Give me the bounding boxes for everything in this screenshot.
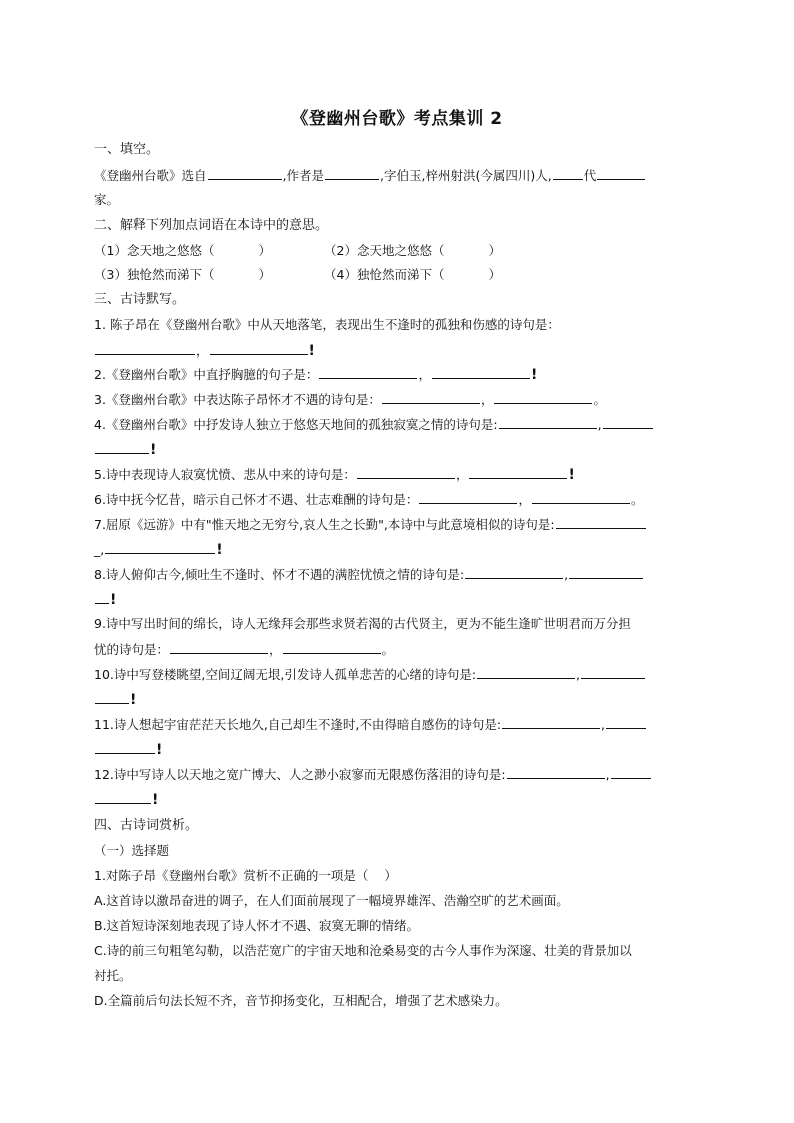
mc-option-b[interactable]: B.这首短诗深刻地表现了诗人怀才不遇、寂寞无聊的情绪。 [94, 918, 420, 933]
comma: ， [480, 392, 494, 407]
recite-q5-text: 5.诗中表现诗人寂寞忧愤、悲从中来的诗句是： [94, 467, 356, 482]
recite-q11-text: 11.诗人想起宇宙茫茫天长地久,自己却生不逢时,不由得暗自感伤的诗句是: [94, 717, 502, 732]
recite-q2-text: 2.《登幽州台歌》中直抒胸臆的句子是： [94, 367, 319, 382]
comma: , [100, 542, 105, 557]
close-paren: ） [258, 267, 271, 282]
underscore: _ [94, 542, 101, 557]
fill-question-cont: 家。 [94, 192, 120, 207]
close-paren: ） [258, 243, 271, 258]
exclamation: ! [308, 343, 315, 359]
answer-blank[interactable] [432, 366, 530, 379]
answer-blank[interactable] [532, 491, 630, 504]
recite-q10-cont [94, 691, 704, 708]
answer-blank[interactable] [382, 391, 480, 404]
recite-q11 [94, 716, 704, 733]
fill-question [94, 167, 704, 184]
mc-option-c-cont: 衬托。 [94, 968, 132, 983]
exclamation: ! [152, 792, 159, 808]
mc-question: 1.对陈子昂《登幽州台歌》赏析不正确的一项是（ ） [94, 868, 397, 883]
explain-item-4 [324, 267, 501, 282]
subsection-heading: （一）选择题 [94, 843, 170, 858]
answer-blank[interactable] [95, 342, 195, 355]
answer-blank[interactable] [569, 566, 643, 579]
answer-blank[interactable] [210, 342, 308, 355]
answer-blank[interactable] [208, 167, 282, 180]
explain-row-1 [94, 243, 704, 259]
comma: ， [418, 367, 431, 382]
recite-q7-cont [94, 541, 704, 558]
answer-blank[interactable] [170, 641, 268, 654]
answer-blank[interactable] [469, 466, 567, 479]
recite-q8 [94, 566, 704, 583]
recite-q7 [94, 516, 704, 533]
recite-q8-text: 8.诗人俯仰古今,倾吐生不逢时、怀才不遇的满腔忧愤之情的诗句是: [94, 567, 465, 582]
recite-q4-cont [94, 441, 704, 458]
explain-row-2 [94, 267, 704, 283]
exclamation: ! [216, 542, 223, 558]
answer-blank[interactable] [95, 691, 129, 704]
answer-blank[interactable] [95, 441, 149, 454]
recite-q9-text: 忧的诗句是： [94, 642, 170, 657]
explain-item-3 [94, 267, 324, 283]
answer-blank[interactable] [603, 416, 653, 429]
explain-q4: （4）独怆然而涕下（ [324, 267, 445, 282]
answer-blank[interactable] [606, 716, 646, 729]
answer-blank[interactable] [507, 766, 605, 779]
answer-blank[interactable] [556, 516, 646, 529]
exclamation: ! [568, 467, 575, 483]
recite-q12-text: 12.诗中写诗人以天地之宽广博大、人之渺小寂寥而无限感伤落泪的诗句是: [94, 767, 506, 782]
exclamation: ! [530, 367, 538, 383]
comma: ， [518, 492, 531, 507]
answer-blank[interactable] [419, 491, 517, 504]
fill-text-d: 代 [583, 168, 597, 183]
fill-text-c: ,字伯玉,梓州射洪(今属四川)人, [380, 168, 552, 183]
answer-blank[interactable] [105, 541, 215, 554]
answer-blank[interactable] [477, 666, 575, 679]
mc-option-a[interactable]: A.这首诗以激昂奋进的调子，在人们面前展现了一幅境界雄浑、浩瀚空旷的艺术画面。 [94, 893, 569, 908]
recite-q11-cont [94, 741, 704, 758]
recite-q6-text: 6.诗中抚今忆昔，暗示自己怀才不遇、壮志难酬的诗句是： [94, 492, 419, 507]
period: 。 [593, 392, 606, 407]
explain-q1: （1）念天地之悠悠（ [94, 243, 215, 258]
period: 。 [381, 642, 395, 657]
answer-blank[interactable] [581, 666, 645, 679]
answer-blank[interactable] [283, 641, 381, 654]
recite-q10 [94, 666, 704, 683]
close-paren: ） [488, 243, 501, 258]
comma: , [597, 417, 602, 432]
answer-blank[interactable] [553, 167, 583, 180]
comma: ， [196, 343, 209, 358]
comma: , [605, 767, 610, 782]
answer-blank[interactable] [499, 416, 597, 429]
mc-option-d[interactable]: D.全篇前后句法长短不齐，音节抑扬变化，互相配合，增强了艺术感染力。 [94, 993, 508, 1008]
explain-q3: （3）独怆然而涕下（ [94, 267, 215, 282]
comma: ， [269, 642, 282, 657]
fill-text-a: 《登幽州台歌》选自 [94, 168, 207, 183]
section-2-heading: 二、解释下列加点词语在本诗中的意思。 [94, 218, 329, 233]
recite-q6 [94, 491, 704, 508]
recite-q7-text: 7.屈原《远游》中有"惟天地之无穷兮,哀人生之长勤",本诗中与此意境相似的诗句是: [94, 517, 555, 532]
answer-blank[interactable] [357, 466, 455, 479]
close-paren: ） [488, 267, 501, 282]
answer-blank[interactable] [494, 391, 592, 404]
answer-blank[interactable] [597, 167, 645, 180]
section-1-heading: 一、填空。 [94, 142, 160, 157]
answer-blank[interactable] [95, 791, 151, 804]
recite-q9: 9.诗中写出时间的绵长，诗人无缘拜会那些求贤若渴的古代贤主，更为不能生逢旷世明君而万分担 [94, 616, 631, 631]
answer-blank[interactable] [319, 366, 417, 379]
answer-blank[interactable] [502, 716, 600, 729]
section-4-heading: 四、古诗词赏析。 [94, 818, 199, 833]
exclamation: ! [130, 692, 137, 708]
answer-blank[interactable] [325, 167, 379, 180]
recite-q2 [94, 366, 704, 383]
period: 。 [630, 492, 644, 507]
recite-q4-text: 4.《登幽州台歌》中抒发诗人独立于悠悠天地间的孤独寂寞之情的诗句是: [94, 417, 498, 432]
exclamation: ! [150, 442, 157, 458]
section-3-heading: 三、古诗默写。 [94, 292, 186, 307]
mc-option-c[interactable]: C.诗的前三句粗笔勾勒，以浩茫宽广的宇宙天地和沧桑易变的古今人事作为深邃、壮美的背景加以 [94, 943, 632, 958]
exclamation: ! [156, 742, 163, 758]
recite-q12-cont [94, 791, 704, 808]
recite-q8-cont [94, 591, 704, 608]
recite-q3-text: 3.《登幽州台歌》中表达陈子昂怀才不遇的诗句是： [94, 392, 381, 407]
comma: ， [455, 467, 469, 482]
page-title: 《登幽州台歌》考点集训 2 [291, 109, 503, 129]
recite-q4 [94, 416, 704, 433]
recite-q12 [94, 766, 704, 783]
comma: , [564, 567, 569, 582]
answer-blank[interactable] [611, 766, 651, 779]
recite-q5 [94, 466, 704, 483]
answer-blank[interactable] [465, 566, 563, 579]
answer-blank[interactable] [95, 741, 155, 754]
fill-text-b: ,作者是 [282, 168, 324, 183]
explain-item-1 [94, 243, 324, 259]
explain-q2: （2）念天地之悠悠（ [324, 243, 445, 258]
exclamation: ! [110, 592, 117, 608]
answer-blank[interactable] [95, 591, 109, 604]
recite-q3 [94, 391, 704, 408]
explain-item-2 [324, 243, 501, 258]
comma: , [601, 717, 606, 732]
recite-q1: 1. 陈子昂在《登幽州台歌》中从天地落笔，表现出生不逢时的孤独和伤感的诗句是： [94, 317, 560, 332]
recite-q1-answer [94, 342, 704, 359]
recite-q10-text: 10.诗中写登楼眺望,空间辽阔无垠,引发诗人孤单悲苦的心绪的诗句是: [94, 667, 477, 682]
recite-q9-cont [94, 641, 704, 658]
comma: , [576, 667, 581, 682]
